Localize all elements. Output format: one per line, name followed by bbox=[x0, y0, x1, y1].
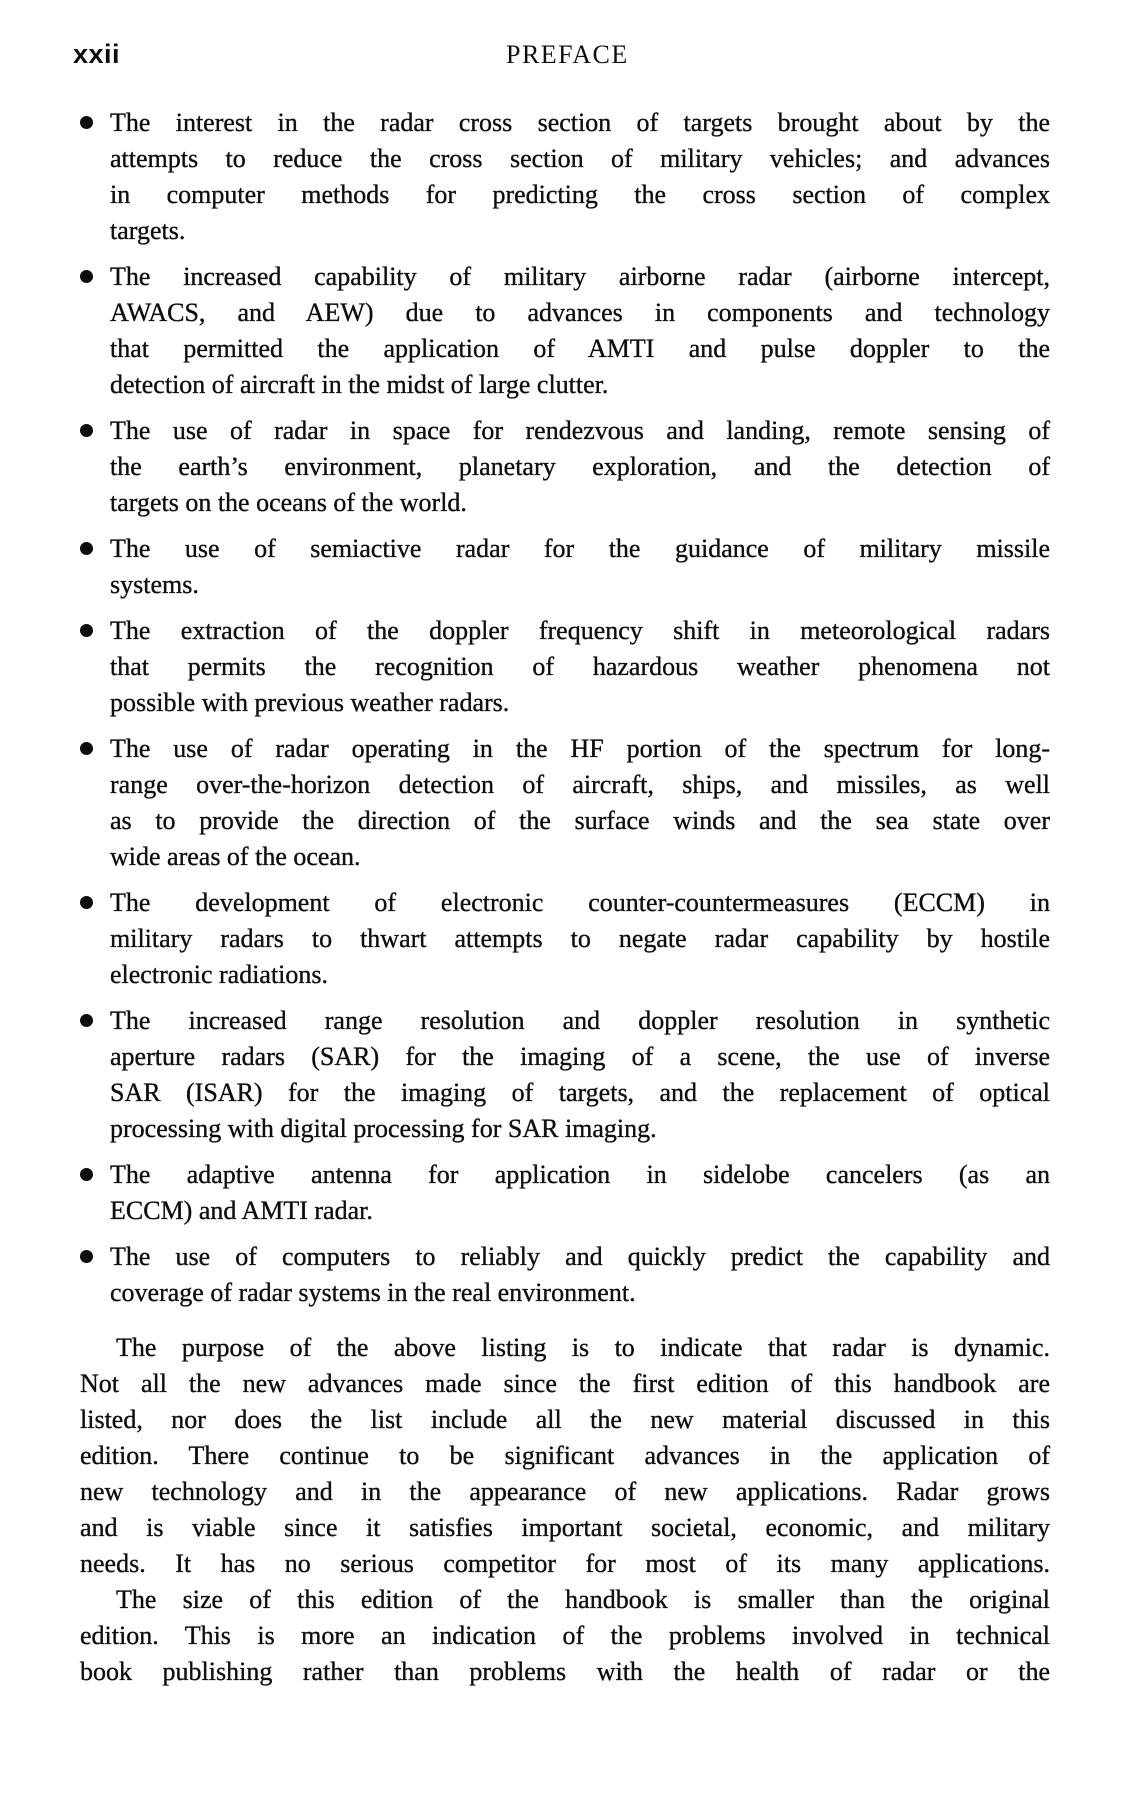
list-item bbox=[80, 1003, 1050, 1147]
list-item bbox=[80, 1239, 1050, 1311]
text-line: that permitted the application of AMTI and pulse doppler to the bbox=[110, 334, 1050, 363]
text-line: SAR (ISAR) for the imaging of targets, and the replacement of optical bbox=[110, 1078, 1050, 1107]
bullet-icon bbox=[80, 424, 93, 437]
text-line: edition. There continue to be significant advances in the application of bbox=[80, 1441, 1050, 1470]
page-content bbox=[80, 105, 1050, 1690]
list-item bbox=[80, 613, 1050, 721]
list-item bbox=[80, 413, 1050, 521]
bullet-list bbox=[80, 105, 1050, 1311]
text-line: Not all the new advances made since the first edition of this handbook are bbox=[80, 1369, 1050, 1398]
text-line: The development of electronic counter-countermeasures (ECCM) in bbox=[110, 888, 1050, 917]
bullet-icon bbox=[80, 1168, 93, 1181]
text-line: The use of radar operating in the HF portion of the spectrum for long- bbox=[110, 734, 1050, 763]
text-line: The purpose of the above listing is to indicate that radar is dynamic. bbox=[116, 1333, 1050, 1362]
text-line: The use of semiactive radar for the guidance of military missile bbox=[110, 534, 1050, 563]
bullet-icon bbox=[80, 542, 93, 555]
text-line: possible with previous weather radars. bbox=[110, 688, 510, 717]
text-line: attempts to reduce the cross section of military vehicles; and advances bbox=[110, 144, 1050, 173]
text-line: in computer methods for predicting the cross section of complex bbox=[110, 180, 1050, 209]
text-line: ECCM) and AMTI radar. bbox=[110, 1196, 373, 1225]
list-item bbox=[80, 885, 1050, 993]
text-line: book publishing rather than problems with the health of radar or the bbox=[80, 1657, 1050, 1686]
bullet-icon bbox=[80, 270, 93, 283]
text-line: that permits the recognition of hazardous weather phenomena not bbox=[110, 652, 1050, 681]
list-item bbox=[80, 1157, 1050, 1229]
bullet-icon bbox=[80, 742, 93, 755]
bullet-icon bbox=[80, 1014, 93, 1027]
text-line: the earth’s environment, planetary exploration, and the detection of bbox=[110, 452, 1050, 481]
text-line: as to provide the direction of the surface winds and the sea state over bbox=[110, 806, 1050, 835]
list-item bbox=[80, 105, 1050, 249]
text-line: edition. This is more an indication of the problems involved in technical bbox=[80, 1621, 1050, 1650]
text-line: processing with digital processing for SAR imaging. bbox=[110, 1114, 657, 1143]
text-line: targets on the oceans of the world. bbox=[110, 488, 467, 517]
page-number: xxii bbox=[73, 39, 121, 69]
paragraph bbox=[80, 1582, 1050, 1690]
bullet-icon bbox=[80, 896, 93, 909]
list-item bbox=[80, 731, 1050, 875]
text-line: The use of radar in space for rendezvous and landing, remote sensing of bbox=[110, 416, 1050, 445]
text-line: systems. bbox=[110, 570, 199, 599]
running-head: PREFACE bbox=[506, 40, 629, 69]
text-line: detection of aircraft in the midst of large clutter. bbox=[110, 370, 609, 399]
text-line: AWACS, and AEW) due to advances in components and technology bbox=[110, 298, 1050, 327]
text-line: The adaptive antenna for application in sidelobe cancelers (as an bbox=[110, 1160, 1050, 1189]
text-line: The interest in the radar cross section of targets brought about by the bbox=[110, 108, 1050, 137]
text-line: The use of computers to reliably and quickly predict the capability and bbox=[110, 1242, 1050, 1271]
bullet-icon bbox=[80, 1250, 93, 1263]
text-line: electronic radiations. bbox=[110, 960, 329, 989]
text-line: wide areas of the ocean. bbox=[110, 842, 361, 871]
list-item bbox=[80, 531, 1050, 603]
text-line: The increased range resolution and doppler resolution in synthetic bbox=[110, 1006, 1050, 1035]
text-line: range over-the-horizon detection of aircraft, ships, and missiles, as well bbox=[110, 770, 1050, 799]
text-line: listed, nor does the list include all the new material discussed in this bbox=[80, 1405, 1050, 1434]
paragraph bbox=[80, 1330, 1050, 1582]
text-line: The extraction of the doppler frequency shift in meteorological radars bbox=[110, 616, 1050, 645]
bullet-icon bbox=[80, 116, 93, 129]
text-line: new technology and in the appearance of new applications. Radar grows bbox=[80, 1477, 1050, 1506]
bullet-icon bbox=[80, 624, 93, 637]
text-line: military radars to thwart attempts to negate radar capability by hostile bbox=[110, 924, 1050, 953]
text-line: and is viable since it satisfies important societal, economic, and military bbox=[80, 1513, 1050, 1542]
closing-paragraphs bbox=[80, 1330, 1050, 1690]
text-line: The size of this edition of the handbook is smaller than the original bbox=[116, 1585, 1050, 1614]
text-line: needs. It has no serious competitor for most of its many applications. bbox=[80, 1549, 1050, 1578]
text-line: coverage of radar systems in the real environment. bbox=[110, 1278, 636, 1307]
list-item bbox=[80, 259, 1050, 403]
text-line: aperture radars (SAR) for the imaging of a scene, the use of inverse bbox=[110, 1042, 1050, 1071]
text-line: targets. bbox=[110, 216, 186, 245]
text-line: The increased capability of military airborne radar (airborne intercept, bbox=[110, 262, 1050, 291]
